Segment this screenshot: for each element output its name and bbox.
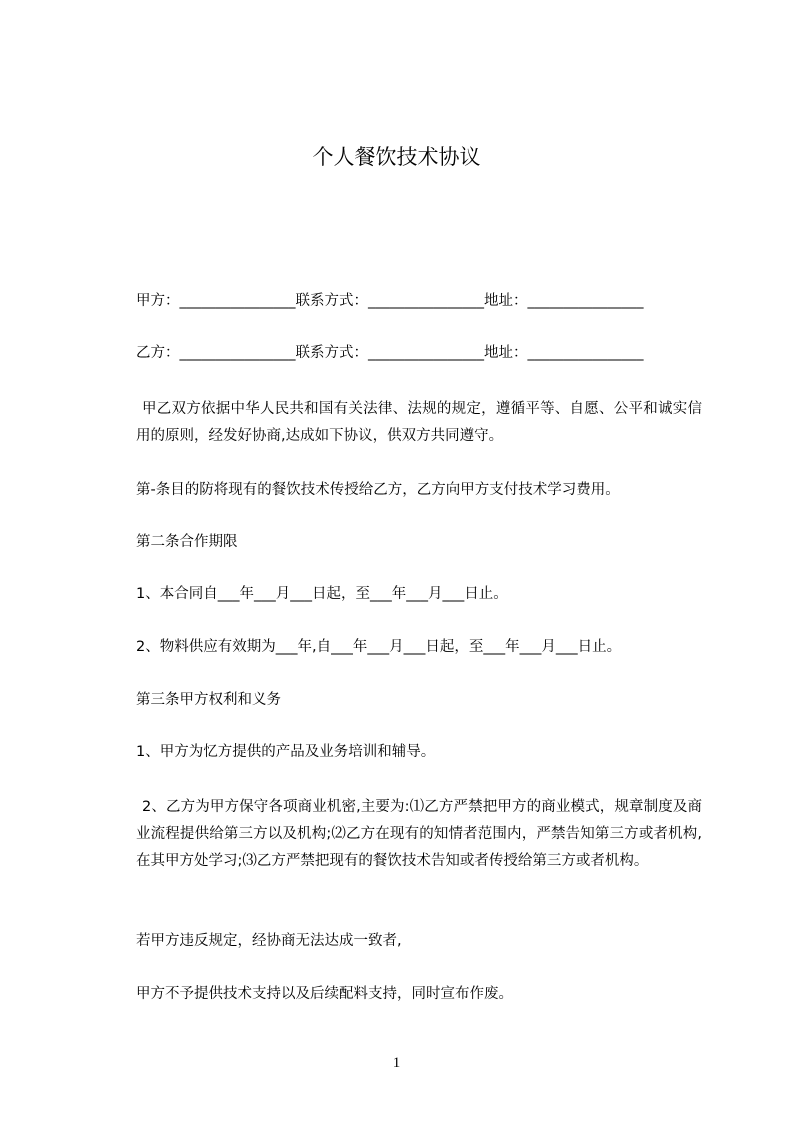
- breach-consequence: 甲方不予提供技术支持以及后续配料支持，同时宣布作废。: [136, 986, 513, 1002]
- party-a-line: 甲方：________________联系方式：________________地址：________________: [136, 293, 644, 309]
- article2-item1: 1、本合同自___年___月___日起，至___年___月___日止。: [136, 586, 508, 602]
- document-title: 个人餐饮技术协议: [312, 145, 481, 169]
- breach-clause: 若甲方违反规定，经协商无法达成一致者,: [136, 933, 402, 949]
- party-b-line: 乙方：________________联系方式：________________地址：________________: [136, 345, 644, 361]
- article2-item2: 2、物料供应有效期为___年,自___年___月___日起，至___年___月___日止。: [136, 639, 622, 655]
- article3-item1: 1、甲方为忆方提供的产品及业务培训和辅导。: [136, 744, 436, 760]
- article3-item2: 2、乙方为甲方保守各项商业机密,主要为:⑴乙方严禁把甲方的商业模式，规章制度及商业流程提供给第三方以及机构;⑵乙方在现有的知情者范围内，严禁告知第三方或者机构,在其甲方处学习;⑶乙方严禁把现有的餐饮技术告知或者传授给第三方或者机构。: [136, 799, 702, 869]
- preamble-paragraph: 甲乙双方依据中华人民共和国有关法律、法规的规定，遵循平等、自愿、公平和诚实信用的原则，经发好协商,达成如下协议，供双方共同遵守。: [136, 401, 702, 444]
- article3-heading: 第三条甲方权利和义务: [136, 692, 281, 708]
- page-number: 1: [392, 1055, 401, 1071]
- article1-paragraph: 第-条目的防将现有的餐饮技术传授给乙方，乙方向甲方支付技术学习费用。: [136, 482, 620, 498]
- article2-heading: 第二条合作期限: [136, 534, 238, 550]
